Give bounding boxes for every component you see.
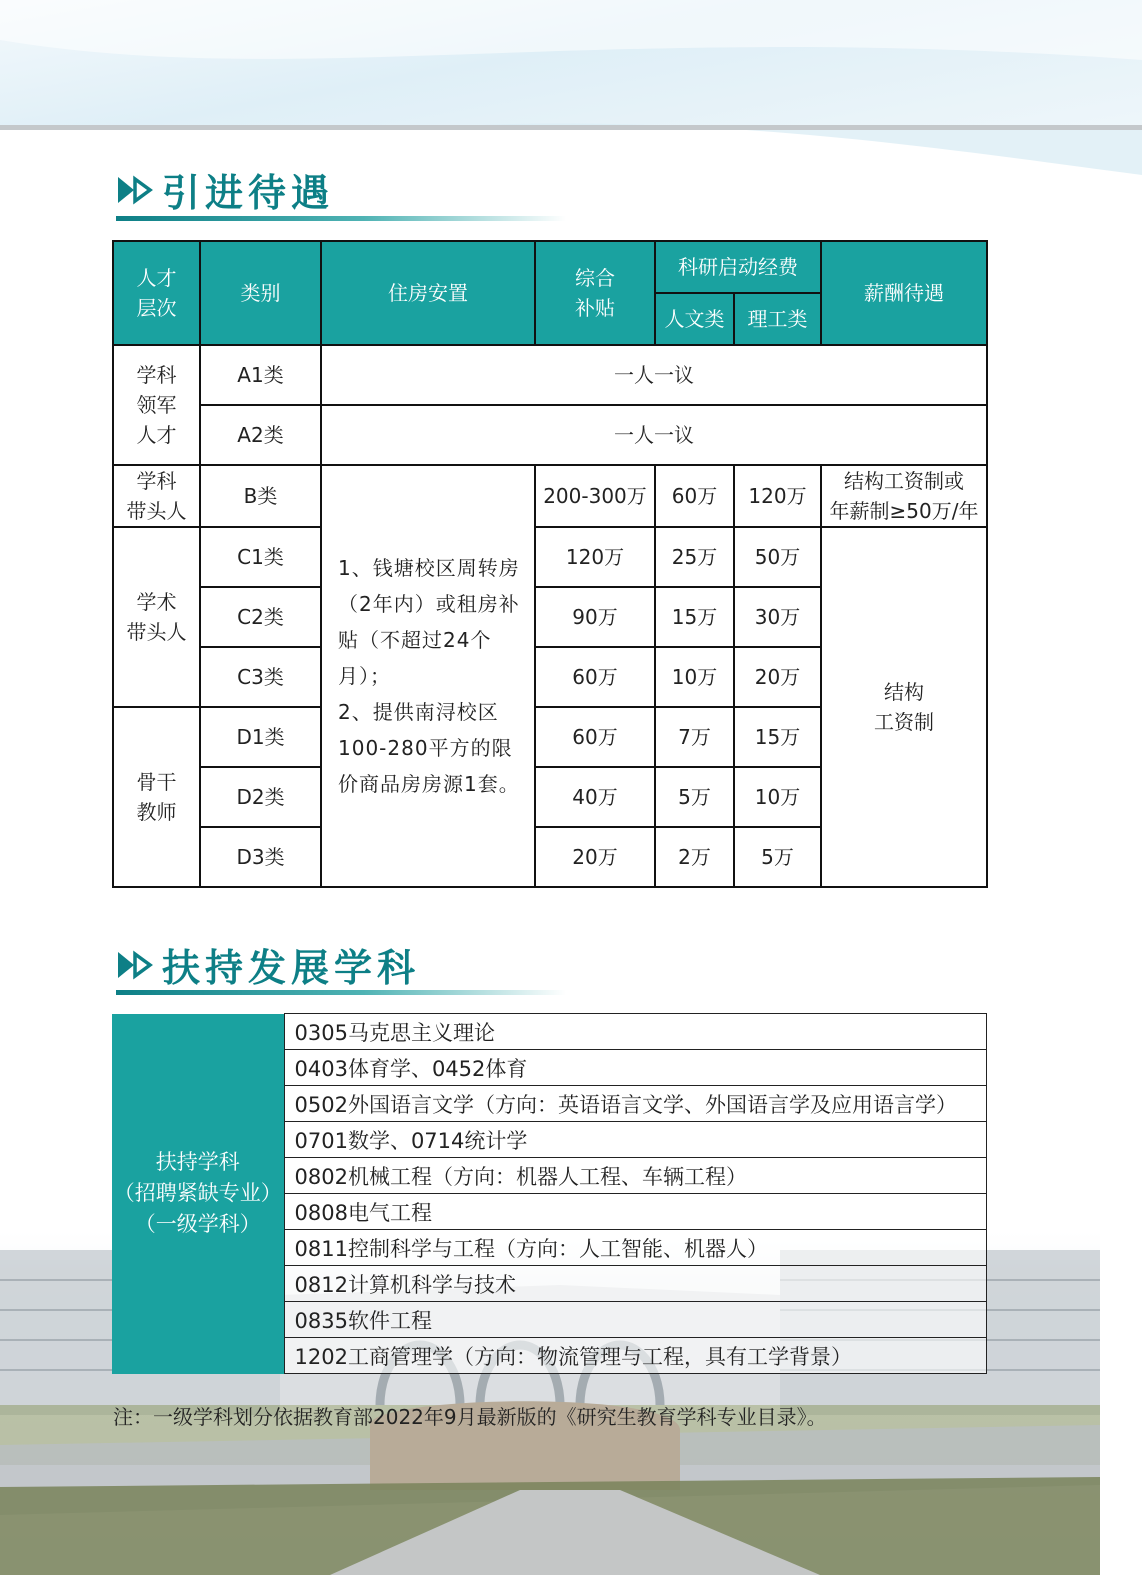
category-cell: A1类 <box>200 345 321 405</box>
discipline-item: 0812计算机科学与技术 <box>284 1266 986 1302</box>
negotiable-cell: 一人一议 <box>321 405 987 465</box>
category-cell: C2类 <box>200 587 321 647</box>
discipline-item: 0502外国语言文学（方向：英语语言文学、外国语言学及应用语言学） <box>284 1086 986 1122</box>
salary-structure-cell: 结构 工资制 <box>821 527 987 887</box>
category-cell: C1类 <box>200 527 321 587</box>
humanities-cell: 25万 <box>655 527 734 587</box>
section-title-underline <box>116 990 566 995</box>
science-cell: 50万 <box>734 527 821 587</box>
group-discipline-head: 学科 带头人 <box>113 465 200 527</box>
group-academic-leader: 学术 带头人 <box>113 527 200 707</box>
discipline-item: 0403体育学、0452体育 <box>284 1050 986 1086</box>
double-arrow-icon <box>116 175 154 205</box>
section-title-benefits <box>116 162 334 217</box>
header-science: 理工类 <box>734 293 821 345</box>
double-arrow-icon <box>116 950 154 980</box>
discipline-item: 0305马克思主义理论 <box>284 1014 986 1050</box>
discipline-item: 0808电气工程 <box>284 1194 986 1230</box>
science-cell: 20万 <box>734 647 821 707</box>
discipline-item: 0835软件工程 <box>284 1302 986 1338</box>
group-discipline-leader: 学科 领军 人才 <box>113 345 200 465</box>
science-cell: 30万 <box>734 587 821 647</box>
header-subsidy: 综合 补贴 <box>535 241 655 345</box>
discipline-item: 0701数学、0714统计学 <box>284 1122 986 1158</box>
disciplines-table <box>112 1013 987 1374</box>
category-cell: C3类 <box>200 647 321 707</box>
header-level: 人才 层次 <box>113 241 200 345</box>
subsidy-cell: 120万 <box>535 527 655 587</box>
header-housing: 住房安置 <box>321 241 535 345</box>
humanities-cell: 5万 <box>655 767 734 827</box>
humanities-cell: 7万 <box>655 707 734 767</box>
group-backbone-teacher: 骨干 教师 <box>113 707 200 887</box>
section-title-text: 引进待遇 <box>162 171 335 215</box>
science-cell: 5万 <box>734 827 821 887</box>
category-cell: D2类 <box>200 767 321 827</box>
science-cell: 120万 <box>734 465 821 527</box>
section-title-underline <box>116 216 566 221</box>
humanities-cell: 10万 <box>655 647 734 707</box>
science-cell: 15万 <box>734 707 821 767</box>
category-cell: D1类 <box>200 707 321 767</box>
subsidy-cell: 20万 <box>535 827 655 887</box>
category-cell: B类 <box>200 465 321 527</box>
discipline-item: 0811控制科学与工程（方向：人工智能、机器人） <box>284 1230 986 1266</box>
subsidy-cell: 200-300万 <box>535 465 655 527</box>
negotiable-cell: 一人一议 <box>321 345 987 405</box>
science-cell: 10万 <box>734 767 821 827</box>
category-cell: A2类 <box>200 405 321 465</box>
section-title-text: 扶持发展学科 <box>162 946 421 990</box>
subsidy-cell: 60万 <box>535 647 655 707</box>
header-salary: 薪酬待遇 <box>821 241 987 345</box>
humanities-cell: 60万 <box>655 465 734 527</box>
footnote: 注：一级学科划分依据教育部2022年9月最新版的《研究生教育学科专业目录》。 <box>113 1405 827 1429</box>
benefits-table <box>112 240 988 888</box>
housing-cell: 1、钱塘校区周转房（2年内）或租房补贴（不超过24个月）； 2、提供南浔校区100-280平方的限价商品房房源1套。 <box>321 465 535 887</box>
discipline-item: 0802机械工程（方向：机器人工程、车辆工程） <box>284 1158 986 1194</box>
subsidy-cell: 40万 <box>535 767 655 827</box>
header-category: 类别 <box>200 241 321 345</box>
header-humanities: 人文类 <box>655 293 734 345</box>
subsidy-cell: 60万 <box>535 707 655 767</box>
section-title-disciplines <box>116 937 420 992</box>
subsidy-cell: 90万 <box>535 587 655 647</box>
category-cell: D3类 <box>200 827 321 887</box>
disciplines-label: 扶持学科 （招聘紧缺专业） （一级学科） <box>112 1014 284 1374</box>
header-divider <box>0 125 1142 130</box>
discipline-item: 1202工商管理学（方向：物流管理与工程，具有工学背景） <box>284 1338 986 1374</box>
header-research-funds: 科研启动经费 <box>655 241 821 293</box>
humanities-cell: 15万 <box>655 587 734 647</box>
salary-b-cell: 结构工资制或 年薪制≥50万/年 <box>821 465 987 527</box>
humanities-cell: 2万 <box>655 827 734 887</box>
